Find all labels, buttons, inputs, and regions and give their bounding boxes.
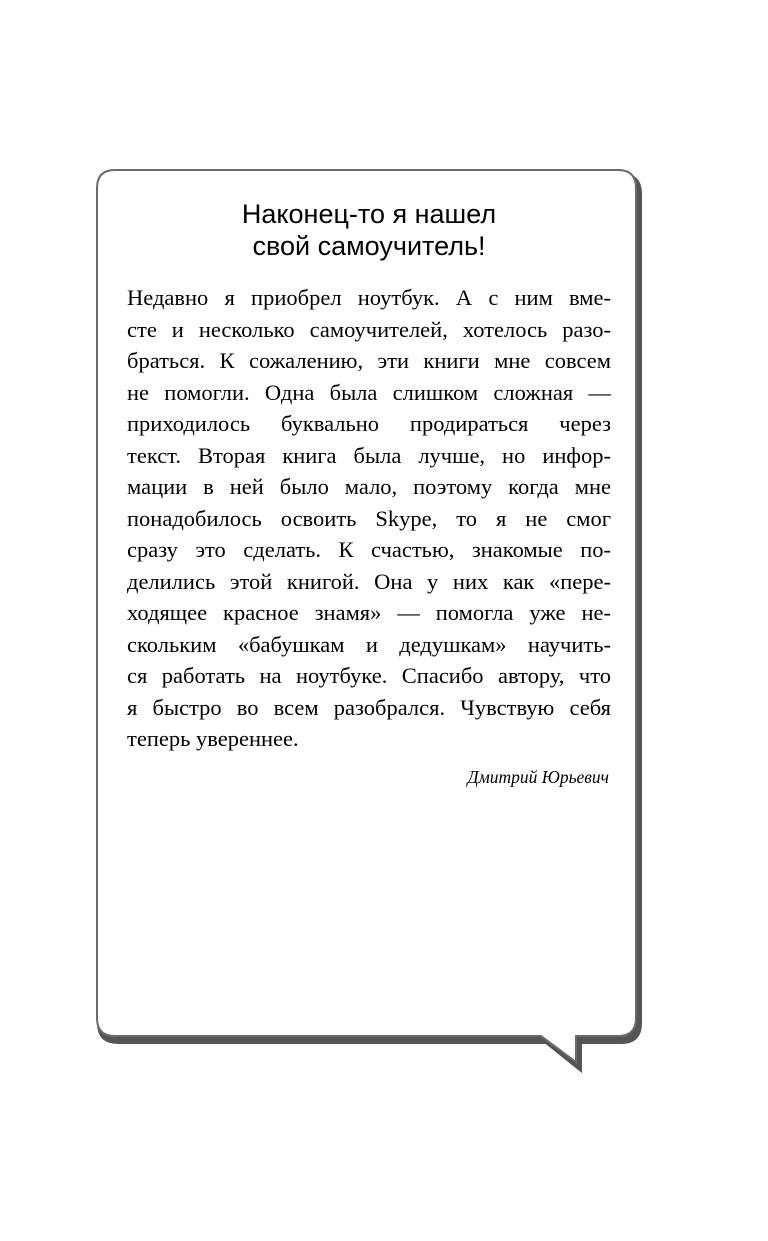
body-line: Недавно я приобрел ноутбук. А с ним вме- bbox=[127, 285, 611, 310]
testimonial-title bbox=[127, 198, 611, 262]
body-line: не помогли. Одна была слишком сложная — bbox=[127, 379, 611, 405]
body-line: сразу это сделать. К счастью, знакомые по- bbox=[127, 537, 611, 562]
body-line: скольким «бабушкам и дедушкам» научить- bbox=[127, 631, 611, 657]
body-line: ходящее красное знамя» — помогла уже не- bbox=[127, 600, 611, 625]
title-line: свой самоучитель! bbox=[252, 231, 486, 261]
body-line: делились этой книгой. Она у них как «пере- bbox=[127, 568, 611, 594]
body-line: понадобилось освоить Skype, то я не смог bbox=[127, 505, 611, 531]
body-line: текст. Вторая книга была лучше, но инфор- bbox=[127, 442, 611, 468]
body-line: ся работать на ноутбуке. Спасибо автору, что bbox=[127, 663, 611, 688]
body-line: мации в ней было мало, поэтому когда мне bbox=[127, 474, 611, 499]
testimonial-body bbox=[127, 282, 611, 755]
body-line: я быстро во всем разобрался. Чувствую себя bbox=[127, 694, 611, 720]
testimonial-content bbox=[127, 198, 611, 789]
title-line: Наконец-то я нашел bbox=[241, 199, 497, 229]
body-line: браться. К сожалению, эти книги мне совсем bbox=[127, 348, 611, 373]
body-line: приходилось буквально продираться через bbox=[127, 411, 611, 436]
testimonial-author: Дмитрий Юрьевич bbox=[467, 766, 609, 787]
body-line: теперь увереннее. bbox=[127, 726, 299, 751]
body-line: сте и несколько самоучителей, хотелось разо- bbox=[127, 316, 611, 342]
